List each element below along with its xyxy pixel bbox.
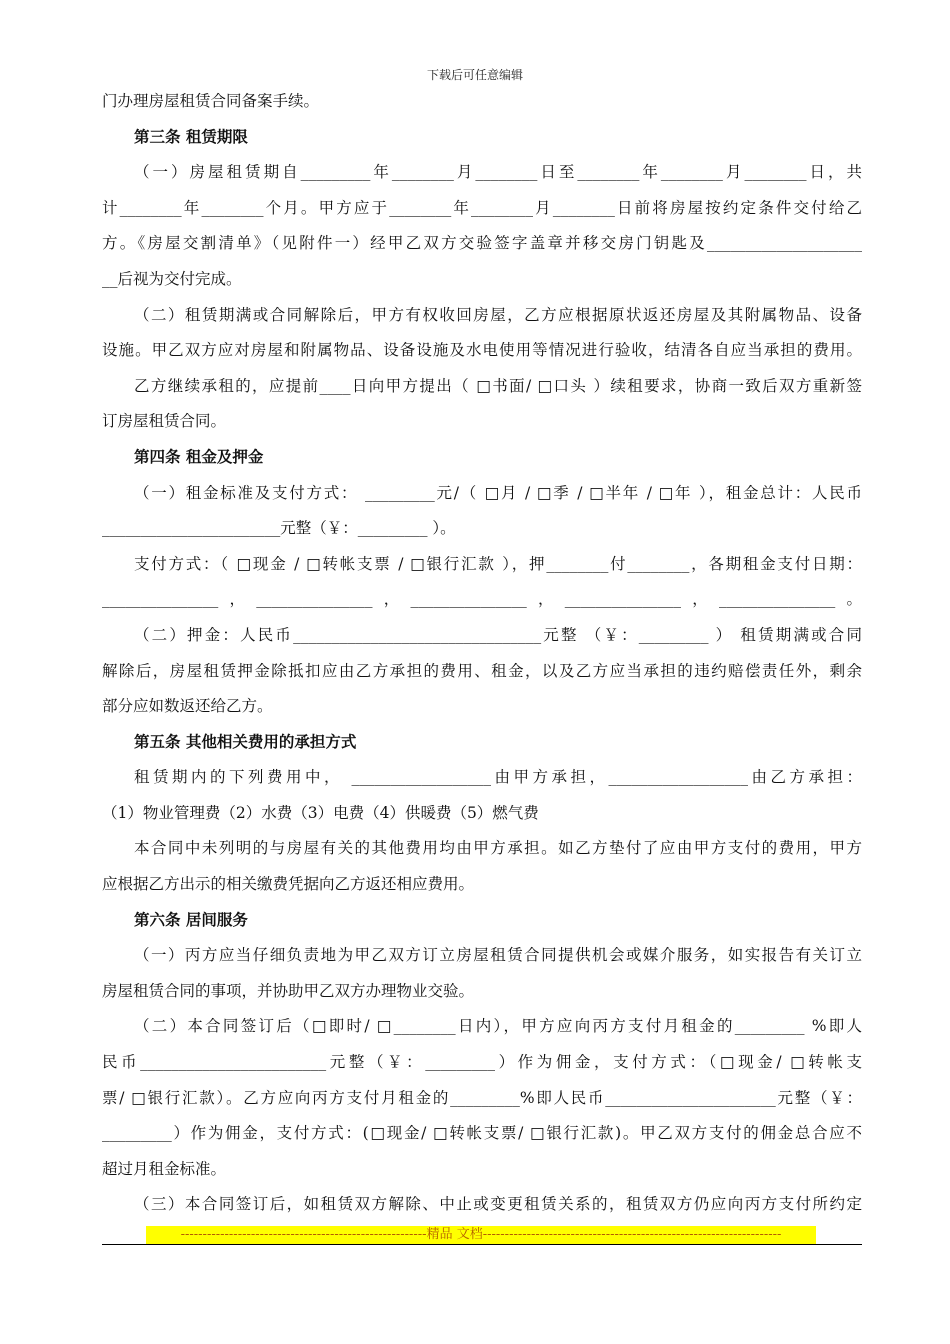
paragraph-line: 应根据乙方出示的相关缴费凭据向乙方返还相应费用。 <box>102 875 475 894</box>
paragraph-line: _______________________元整（￥：_________ ）。 <box>102 519 456 538</box>
paragraph-line: （一）房屋租赁期自_________年________月________日至________年________月________日，共 <box>134 163 862 182</box>
paragraph-line: 本合同中未列明的与房屋有关的其他费用均由甲方承担。如乙方垫付了应由甲方支付的费用，甲方 <box>134 839 862 858</box>
paragraph-line: 部分应如数返还给乙方。 <box>102 697 273 716</box>
paragraph-line: 乙方继续承租的，应提前____日向甲方提出（ □书面/ □口头 ）续租要求，协商一致后双方重新签 <box>134 376 862 395</box>
paragraph-line: 超过月租金标准。 <box>102 1159 227 1178</box>
paragraph-line: 票/ □银行汇款）。乙方应向丙方支付月租金的_________%即人民币______________________元整（￥： <box>102 1088 862 1107</box>
paragraph-line: 订房屋租赁合同。 <box>102 412 227 431</box>
paragraph-line: 设施。甲乙双方应对房屋和附属物品、设备设施及水电使用等情况进行验收，结清各自应当承担的费用。 <box>102 341 862 360</box>
header-note: 下载后可任意编辑 <box>426 68 523 82</box>
footer-rule <box>102 1244 862 1245</box>
paragraph-line: 支付方式：（ □现金 / □转帐支票 / □银行汇款 ），押________付________，各期租金支付日期： <box>134 554 862 573</box>
paragraph-line: （二）押金：人民币________________________________元整 （￥：_________ ） 租赁期满或合同 <box>134 625 862 644</box>
section-heading: 第四条 租金及押金 <box>134 447 264 466</box>
document-body <box>102 84 862 1223</box>
paragraph-line: （二）租赁期满或合同解除后，甲方有权收回房屋，乙方应根据原状返还房屋及其附属物品、设备 <box>134 305 862 324</box>
paragraph-line: 租赁期内的下列费用中， __________________由甲方承担，__________________由乙方承担： <box>134 768 862 787</box>
paragraph-line: 方。《房屋交割清单》（见附件一）经甲乙双方交验签字盖章并移交房门钥匙及____________________ <box>102 234 862 253</box>
paragraph-line: __后视为交付完成。 <box>102 269 242 288</box>
paragraph-line: （一）租金标准及支付方式： _________元/（ □月 / □季 / □半年 / □年 ），租金总计：人民币 <box>134 483 862 502</box>
paragraph-line: _______________，_______________，_______________，_______________，_______________。 <box>102 590 862 609</box>
paragraph-line: 门办理房屋租赁合同备案手续。 <box>102 92 320 110</box>
section-heading: 第五条 其他相关费用的承担方式 <box>134 732 357 751</box>
section-heading: 第六条 居间服务 <box>134 910 248 929</box>
paragraph-line: _________）作为佣金，支付方式：(□现金/ □转帐支票/ □银行汇款)。甲乙双方支付的佣金总合应不 <box>102 1124 862 1143</box>
paragraph-line: 解除后，房屋租赁押金除抵扣应由乙方承担的费用、租金，以及乙方应当承担的违约赔偿责任外，剩余 <box>102 661 862 680</box>
footer-banner: --------------------------------------------------------精品 文档-------------------------------------------------------------------- <box>146 1226 816 1244</box>
paragraph-line: （二）本合同签订后（□即时/ □________日内），甲方应向丙方支付月租金的_________ %即人 <box>134 1017 862 1036</box>
section-heading: 第三条 租赁期限 <box>134 127 248 146</box>
paragraph-line: （一）丙方应当仔细负责地为甲乙双方订立房屋租赁合同提供机会或媒介服务，如实报告有关订立 <box>134 946 862 965</box>
paragraph-line: （1）物业管理费（2）水费（3）电费（4）供暖费（5）燃气费 <box>102 803 539 822</box>
paragraph-line: 房屋租赁合同的事项，并协助甲乙双方办理物业交验。 <box>102 981 475 1000</box>
paragraph-line: 民币________________________元整（￥：_________）作为佣金，支付方式：（□现金/ □转帐支 <box>102 1053 862 1072</box>
paragraph-line: （三）本合同签订后，如租赁双方解除、中止或变更租赁关系的，租赁双方仍应向丙方支付所约定 <box>134 1195 862 1214</box>
paragraph-line: 计________年________个月。甲方应于________年________月________日前将房屋按约定条件交付给乙 <box>102 198 862 217</box>
